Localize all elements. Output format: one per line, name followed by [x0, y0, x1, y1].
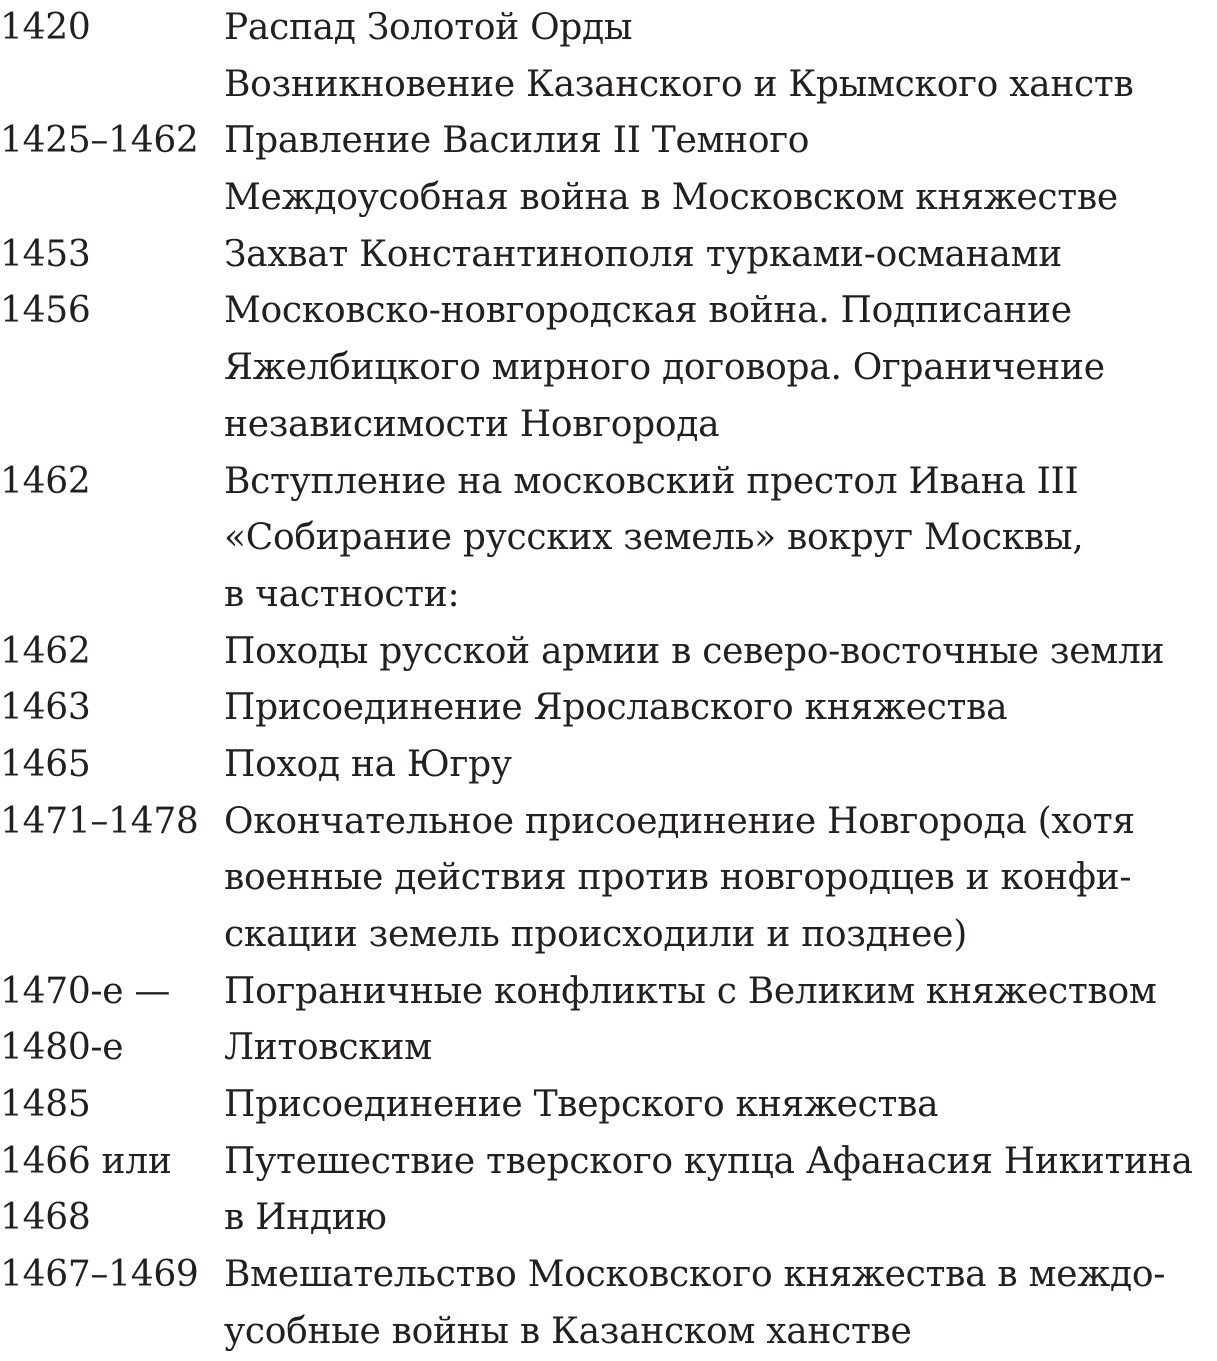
entry-date: 1463	[0, 687, 91, 729]
entry-text: Вмешательство Московского княжества в междо-	[224, 1254, 1166, 1296]
entry-date: 1471–1478	[0, 800, 199, 842]
entry-text: Пограничные конфликты с Великим княжеством	[224, 970, 1157, 1012]
entry-date: 1453	[0, 233, 91, 275]
entry-text: Правление Василия II Темного	[224, 120, 810, 162]
entry-1471-1478	[0, 794, 1217, 964]
entry-text: Вступление на московский престол Ивана III	[224, 460, 1079, 502]
entry-1425-1462	[0, 113, 1217, 226]
entry-date: 1468	[0, 1197, 91, 1239]
entry-1466-or-1468	[0, 1134, 1217, 1247]
entry-text: Московско-новгородская война. Подписание	[224, 290, 1072, 332]
entry-text: Походы русской армии в северо-восточные земли	[224, 630, 1165, 672]
entry-text: в Индию	[224, 1197, 387, 1239]
entry-date: 1480-е	[0, 1027, 124, 1069]
entry-date: 1462	[0, 630, 91, 672]
entry-text: Присоединение Тверского княжества	[224, 1084, 939, 1126]
entry-date: 1485	[0, 1084, 91, 1126]
entry-date: 1456	[0, 290, 91, 332]
entry-text: Присоединение Ярославского княжества	[224, 687, 1008, 729]
entry-date: 1462	[0, 460, 91, 502]
entry-1470s-1480s	[0, 964, 1217, 1077]
entry-1485	[0, 1077, 1217, 1134]
entry-text: Междоусобная война в Московском княжестве	[224, 177, 1118, 219]
entry-text: независимости Новгорода	[224, 403, 720, 445]
entry-text: Путешествие тверского купца Афанасия Никитина	[224, 1140, 1193, 1182]
entry-date: 1466 или	[0, 1140, 172, 1182]
entry-date: 1465	[0, 743, 91, 785]
entry-text: военные действия против новгородцев и конфи-	[224, 857, 1132, 899]
entry-1462-campaigns	[0, 624, 1217, 681]
entry-1453	[0, 227, 1217, 284]
entry-text: усобные войны в Казанском ханстве	[224, 1310, 912, 1352]
entry-text: Поход на Югру	[224, 743, 512, 785]
entry-text: Литовским	[224, 1027, 432, 1069]
entry-text: Яжелбицкого мирного договора. Ограничение	[224, 347, 1105, 389]
entry-text: Захват Константинополя турками-османами	[224, 233, 1062, 275]
entry-date: 1470-е —	[0, 970, 171, 1012]
entry-1420	[0, 0, 1217, 113]
entry-1465	[0, 737, 1217, 794]
entry-text: Возникновение Казанского и Крымского ханств	[224, 63, 1134, 105]
entry-text: в частности:	[224, 573, 460, 615]
entry-text: Распад Золотой Орды	[224, 7, 633, 48]
entry-1467-1469	[0, 1247, 1217, 1360]
entry-text: Окончательное присоединение Новгорода (хотя	[224, 800, 1135, 842]
entry-1462-accession	[0, 454, 1217, 624]
entry-date: 1420	[0, 7, 91, 48]
entry-1456	[0, 283, 1217, 453]
entry-text: скации земель происходили и позднее)	[224, 914, 967, 955]
entry-date: 1467–1469	[0, 1254, 199, 1296]
entry-1463	[0, 680, 1217, 737]
entry-date: 1425–1462	[0, 120, 199, 162]
entry-text: «Собирание русских земель» вокруг Москвы,	[224, 517, 1084, 559]
